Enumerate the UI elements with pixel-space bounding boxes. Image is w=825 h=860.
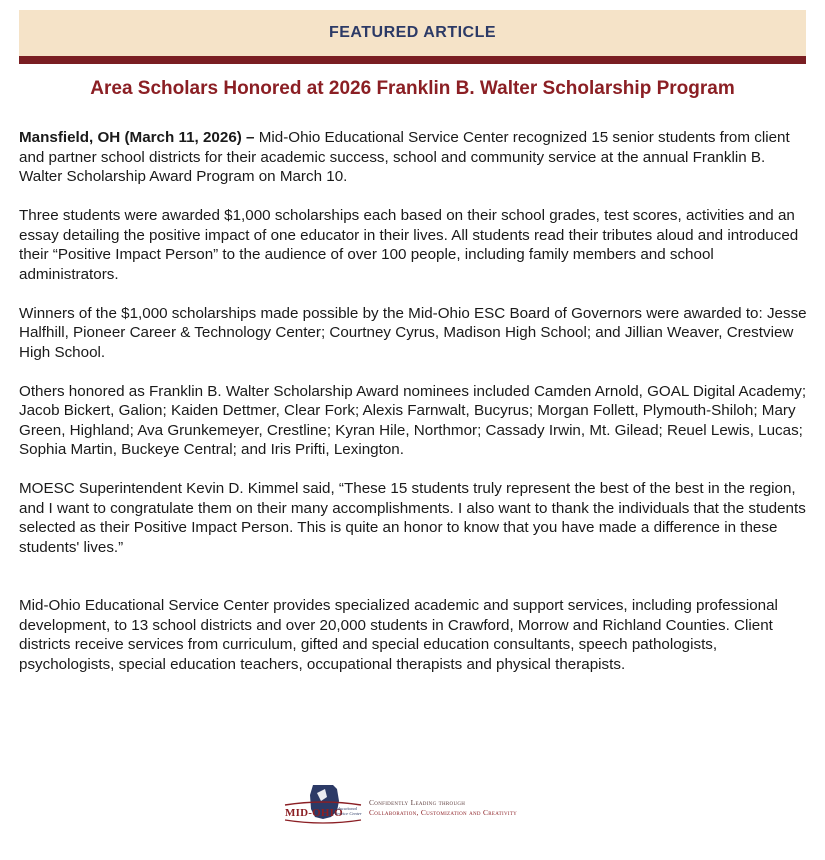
article-paragraph-3: Winners of the $1,000 scholarships made possible by the Mid-Ohio ESC Board of Governors were awarded to: Jesse Halfhill, Pioneer Career & Technology Center; Courtney Cyrus, Madison High School; and Jillian Weaver, Crestview High School. xyxy=(19,304,807,361)
article-body xyxy=(19,128,809,694)
article-paragraph-1 xyxy=(19,128,809,187)
tagline-line-1: Confidently Leading through xyxy=(369,798,466,807)
article-paragraph-4: Others honored as Franklin B. Walter Scholarship Award nominees included Camden Arnold, GOAL Digital Academy; Jacob Bickert, Galion; Kaiden Dettmer, Clear Fork; Alexis Farnwalt, Bucyrus; Morgan Follett, Plymouth-Shiloh; Mary Green, Highland; Ava Grunkemeyer, Crestline; Kyran Hile, Northmor; Cassady Irwin, Mt. Gilead; Reuel Lewis, Lucas; Sophia Martin, Buckeye Central; and Iris Prifti, Lexington. xyxy=(19,382,807,458)
article-paragraph-5: MOESC Superintendent Kevin D. Kimmel said, “These 15 students truly represent the best of the best in the region, and I want to congratulate them on their many accomplishments. I also want to thank the individuals that the students selected as their Positive Impact Person. This is quite an honor to know that you have made a difference in these students' lives.” xyxy=(19,480,806,556)
logo-tagline xyxy=(369,798,517,818)
article-paragraph-1-text: Mid-Ohio Educational Service Center recognized 15 senior students from client and partner school districts for their academic success, school and community service at the annual Franklin B. Walter Scholarship Award Program on March 10. xyxy=(19,129,790,185)
article-headline: Area Scholars Honored at 2026 Franklin B. Walter Scholarship Program xyxy=(90,78,735,99)
article-dateline: Mansfield, OH (March 11, 2026) – xyxy=(19,129,255,146)
article-paragraph-2: Three students were awarded $1,000 scholarships each based on their school grades, test scores, activities and an essay detailing the positive impact of one educator in their lives. All students read their tributes aloud and introduced their “Positive Impact Person” to the audience of over 100 people, including family members and school administrators. xyxy=(19,207,799,283)
logo-subtitle: Educational Service Center xyxy=(335,806,362,816)
banner-title: FEATURED ARTICLE xyxy=(328,24,497,41)
mid-ohio-esc-logo xyxy=(283,780,573,836)
logo-wordmark: MID-OHIO xyxy=(285,807,343,819)
article-paragraph-6: Mid-Ohio Educational Service Center provides specialized academic and support services, including professional development, to 13 school districts and over 20,000 students in Crawford, Morrow and Richland Counties. Client districts receive services from curriculum, gifted and special education consultants, speech pathologists, psychologists, special education teachers, occupational therapists and physical therapists. xyxy=(19,597,778,673)
tagline-line-2: Collaboration, Customization and Creativity xyxy=(369,808,518,817)
banner-divider xyxy=(19,56,806,64)
ohio-state-logo-mark xyxy=(283,783,363,833)
featured-article-banner xyxy=(19,10,806,56)
